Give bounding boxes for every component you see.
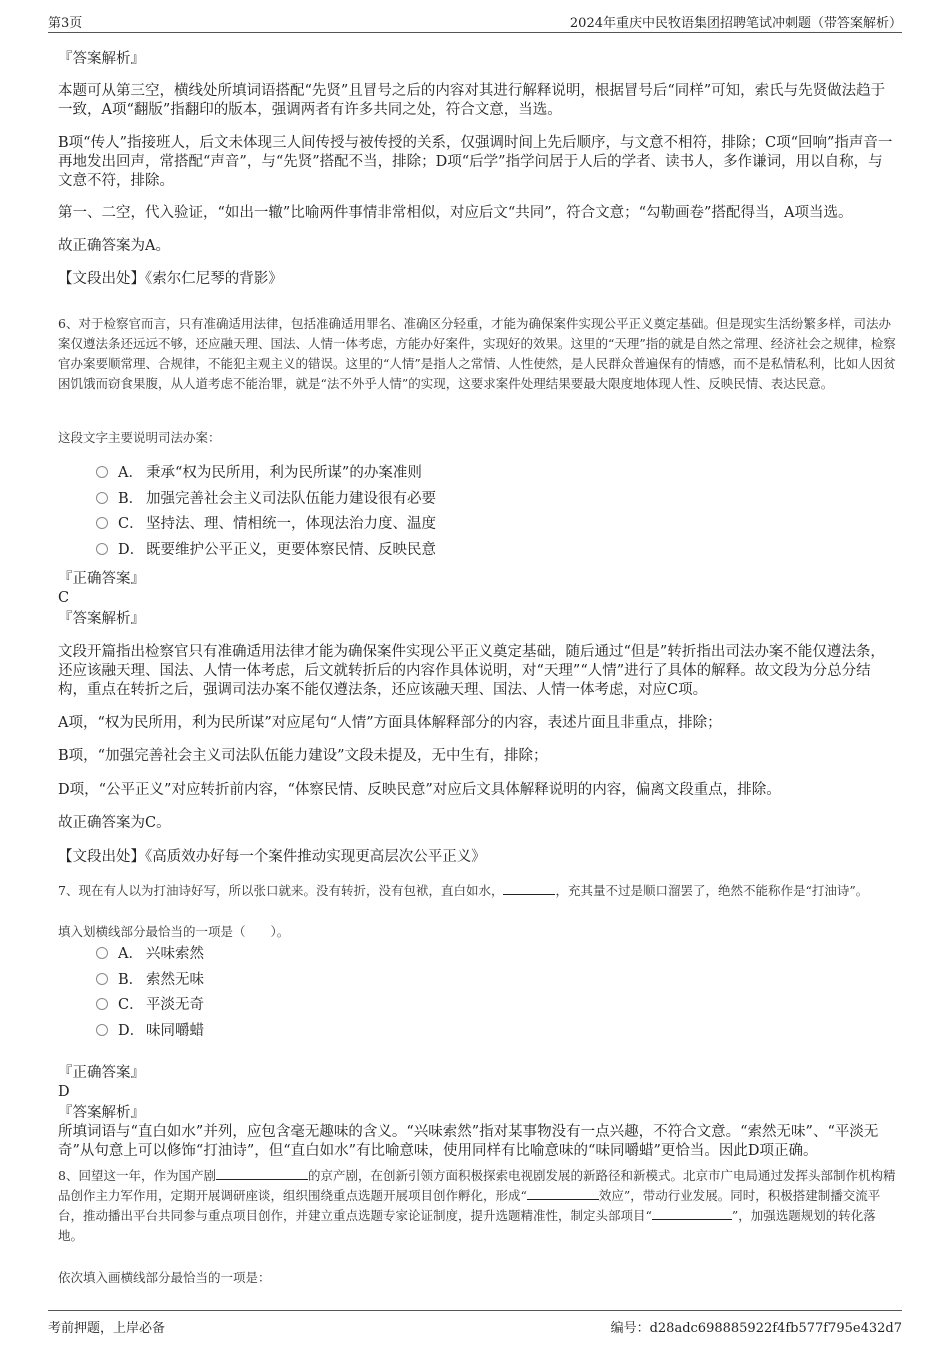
q5-analysis-p3: 第一、二空，代入验证，“如出一辙”比喻两件事情非常相似，对应后文“共同”，符合文意；“勾勒画卷”搭配得当，A项当选。 bbox=[58, 205, 853, 221]
q6-analysis-label: 『答案解析』 bbox=[58, 611, 145, 627]
q6-answer-label: 『正确答案』 bbox=[58, 571, 145, 587]
q7-option-d[interactable]: D． 味同嚼蜡 bbox=[96, 1021, 204, 1041]
q6-option-c[interactable]: C． 坚持法、理、情相统一，体现法治力度、温度 bbox=[96, 514, 436, 534]
q6-source: 【文段出处】《高质效办好每一个案件推动实现更高层次公平正义》 bbox=[58, 849, 486, 865]
q5-analysis-p1: 本题可从第三空，横线处所填词语搭配“先贤”且冒号之后的内容对其进行解释说明，根据冒号后“同样”可知，索氏与先贤做法趋于一致，A项“翻版”指翻印的版本，强调两者有许多共同之处，符合文意，当选。 bbox=[58, 83, 886, 118]
q7-option-b[interactable]: B． 索然无味 bbox=[96, 970, 204, 990]
radio-icon[interactable] bbox=[96, 947, 108, 959]
radio-icon[interactable] bbox=[96, 543, 108, 555]
q5-analysis-p4: 故正确答案为A。 bbox=[58, 238, 170, 254]
q7-answer-label: 『正确答案』 bbox=[58, 1065, 145, 1081]
radio-icon[interactable] bbox=[96, 973, 108, 985]
radio-icon[interactable] bbox=[96, 1024, 108, 1036]
radio-icon[interactable] bbox=[96, 998, 108, 1010]
page-footer bbox=[48, 1310, 902, 1337]
q6-answer: C bbox=[58, 590, 70, 606]
page-header bbox=[48, 10, 902, 33]
q6-analysis-p5: 故正确答案为C。 bbox=[58, 815, 171, 831]
q5-source: 【文段出处】《索尔仁尼琴的背影》 bbox=[58, 271, 283, 287]
document-code: 编号：d28adc698885922f4fb577f795e432d7 bbox=[610, 1321, 902, 1336]
q7-prompt: 填入划横线部分最恰当的一项是（ ）。 bbox=[58, 924, 290, 939]
fill-blank bbox=[652, 1207, 732, 1220]
radio-icon[interactable] bbox=[96, 517, 108, 529]
fill-blank bbox=[216, 1167, 308, 1180]
fill-blank bbox=[503, 882, 555, 895]
q7-option-c[interactable]: C． 平淡无奇 bbox=[96, 995, 204, 1015]
q7-option-a[interactable]: A． 兴味索然 bbox=[96, 944, 204, 964]
page-number: 第3页 bbox=[48, 16, 83, 31]
footer-slogan: 考前押题，上岸必备 bbox=[48, 1321, 166, 1336]
q8-stem: 8、回望这一年，作为国产剧 的京产剧，在创新引领方面积极探索电视剧发展的新路径和新模式。北京市广电局通过发挥头部制作机构精品创作主力军作用，定期开展调研座谈，组织围绕重点选题开展项目创作孵化，形成“ 效应”，带动行业发展。同时，积极搭建制播交流平台，推动播出平台共同参与重点项目创作，并建立重点选题专家论证制度，提升选题精准性，制定头部项目“ ”，加强选题规划的转化落地。 bbox=[58, 1168, 896, 1243]
q6-analysis-p1: 文段开篇指出检察官只有准确适用法律才能为确保案件实现公平正义奠定基础，随后通过“但是”转折指出司法办案不能仅遵法条，还应该融天理、国法、人情一体考虑，后文就转折后的内容作具体说明，对“天理”“人情”进行了具体的解释。故文段为分总分结构，重点在转折之后，强调司法办案不能仅遵法条，还应该融天理、国法、人情一体考虑，对应C项。 bbox=[58, 644, 885, 698]
document-title: 2024年重庆中民牧语集团招聘笔试冲刺题（带答案解析） bbox=[569, 16, 902, 31]
q5-analysis-p2: B项“传人”指接班人，后文未体现三人间传授与被传授的关系，仅强调时间上先后顺序，与文意不相符，排除；C项“回响”指声音一再地发出回声，常搭配“声音”，与“先贤”搭配不当，排除；D项“后学”指学问居于人后的学者、读书人，多作谦词，用以自称，与文意不符，排除。 bbox=[58, 135, 893, 189]
q6-analysis-p3: B项，“加强完善社会主义司法队伍能力建设”文段未提及，无中生有，排除； bbox=[58, 748, 548, 764]
q6-analysis-p2: A项，“权为民所用，利为民所谋”对应尾句“人情”方面具体解释部分的内容，表述片面且非重点，排除； bbox=[58, 715, 722, 731]
q6-option-a[interactable]: A． 秉承“权为民所用，利为民所谋”的办案准则 bbox=[96, 463, 422, 483]
q5-analysis-label: 『答案解析』 bbox=[58, 51, 145, 67]
q7-answer: D bbox=[58, 1084, 70, 1100]
q6-option-d[interactable]: D． 既要维护公平正义，更要体察民情、反映民意 bbox=[96, 540, 436, 560]
q6-option-b[interactable]: B． 加强完善社会主义司法队伍能力建设很有必要 bbox=[96, 489, 436, 509]
q6-prompt: 这段文字主要说明司法办案： bbox=[58, 430, 221, 445]
fill-blank bbox=[527, 1187, 599, 1200]
q7-analysis: 所填词语与“直白如水”并列，应包含毫无趣味的含义。“兴味索然”指对某事物没有一点兴趣，不符合文意。“索然无味”、“平淡无奇”从句意上可以修饰“打油诗”，但“直白如水”有比喻意味，使用同样有比喻意味的“味同嚼蜡”更恰当。因此D项正确。 bbox=[58, 1124, 879, 1159]
radio-icon[interactable] bbox=[96, 466, 108, 478]
q7-analysis-label: 『答案解析』 bbox=[58, 1105, 145, 1121]
q6-analysis-p4: D项，“公平正义”对应转折前内容，“体察民情、反映民意”对应后文具体解释说明的内容，偏离文段重点，排除。 bbox=[58, 782, 781, 798]
radio-icon[interactable] bbox=[96, 492, 108, 504]
q6-stem: 6、对于检察官而言，只有准确适用法律，包括准确适用罪名、准确区分轻重，才能为确保案件实现公平正义奠定基础。但是现实生活纷繁多样，司法办案仅遵法条还远远不够，还应融天理、国法、人情一体考虑，方能办好案件，实现好的效果。这里的“天理”指的就是自然之常理、经济社会之规律，检察官办案要顺常理、合规律，不能犯主观主义的错误。这里的“人情”是指人之常情、人性使然，是人民群众普遍保有的情感，而不是私情私利，比如人因贫困饥饿而窃食果腹，从人道考虑不能治罪，就是“法不外乎人情”的实现，这要求案件处理结果要最大限度地体现人性、反映民情、表达民意。 bbox=[58, 316, 896, 391]
q7-stem: 7、现在有人以为打油诗好写，所以张口就来。没有转折，没有包袱，直白如水， ，充其量不过是顺口溜罢了，绝然不能称作是“打油诗”。 bbox=[58, 883, 869, 898]
q8-prompt: 依次填入画横线部分最恰当的一项是： bbox=[58, 1270, 271, 1285]
